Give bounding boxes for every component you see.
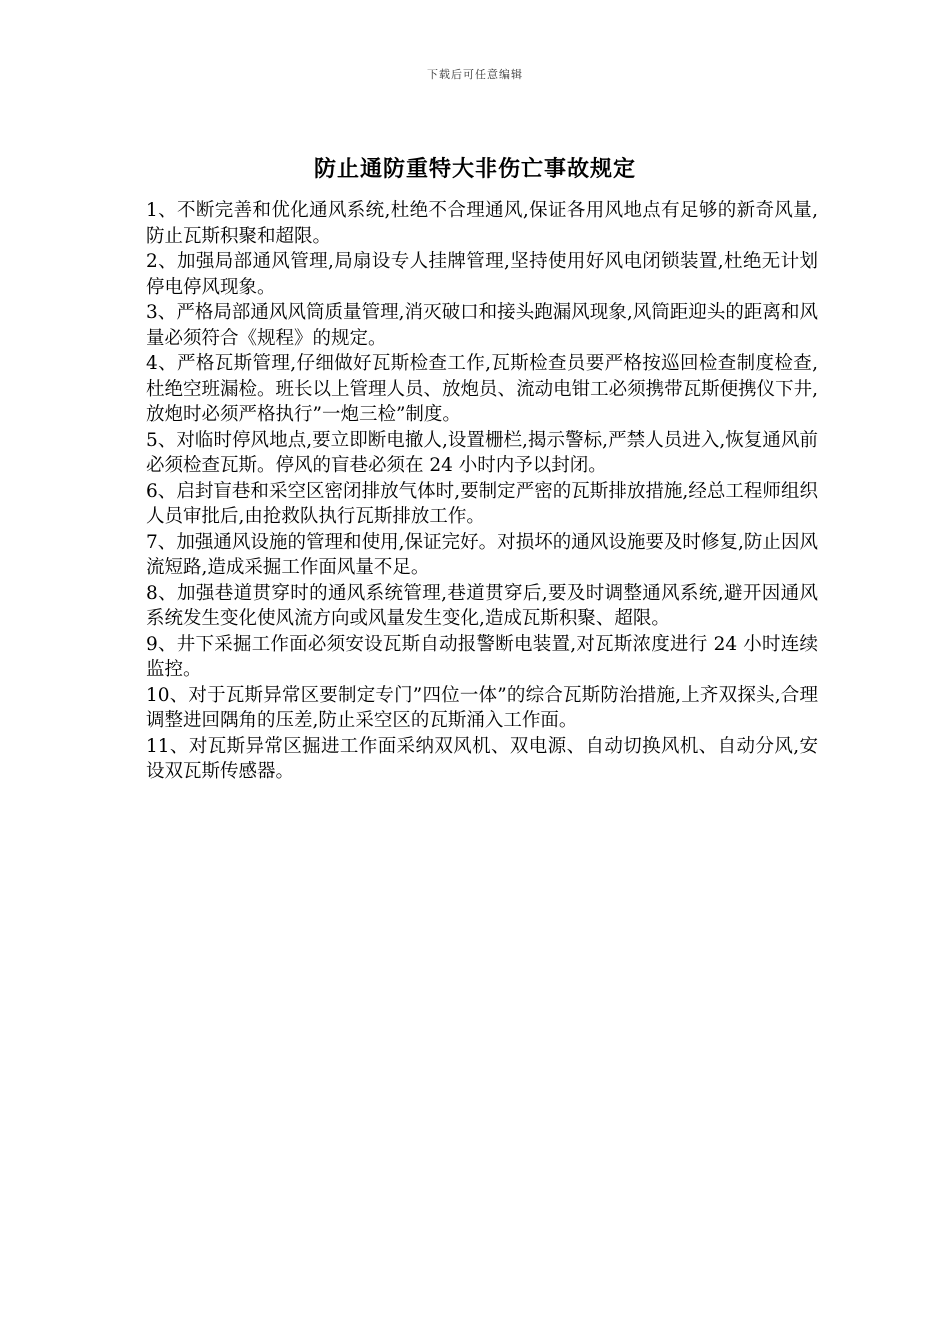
rule-item-11: 11、对瓦斯异常区掘进工作面采纳双风机、双电源、自动切换风机、自动分风,安设双瓦斯传感器。	[146, 735, 818, 782]
rules-list	[146, 198, 818, 785]
rule-item-3: 3、严格局部通风风筒质量管理,消灭破口和接头跑漏风现象,风筒距迎头的距离和风量必须符合《规程》的规定。	[146, 302, 818, 349]
rule-item-6: 6、启封盲巷和采空区密闭排放气体时,要制定严密的瓦斯排放措施,经总工程师组织人员审批后,由抢救队执行瓦斯排放工作。	[146, 480, 818, 527]
rule-item-2: 2、加强局部通风管理,局扇设专人挂牌管理,坚持使用好风电闭锁装置,杜绝无计划停电停风现象。	[146, 251, 818, 298]
rule-item-9: 9、井下采掘工作面必须安设瓦斯自动报警断电装置,对瓦斯浓度进行 24 小时连续监控。	[146, 633, 818, 680]
rule-item-8: 8、加强巷道贯穿时的通风系统管理,巷道贯穿后,要及时调整通风系统,避开因通风系统发生变化使风流方向或风量发生变化,造成瓦斯积聚、超限。	[146, 582, 818, 629]
rule-item-1: 1、不断完善和优化通风系统,杜绝不合理通风,保证各用风地点有足够的新奇风量,防止瓦斯积聚和超限。	[146, 200, 818, 247]
rule-item-7: 7、加强通风设施的管理和使用,保证完好。对损坏的通风设施要及时修复,防止因风流短路,造成采掘工作面风量不足。	[146, 531, 818, 578]
document-title: 防止通防重特大非伤亡事故规定	[313, 156, 636, 182]
page-header-note: 下载后可任意编辑	[427, 68, 523, 81]
rule-item-10: 10、对于瓦斯异常区要制定专门”四位一体”的综合瓦斯防治措施,上齐双探头,合理调整进回隅角的压差,防止采空区的瓦斯涌入工作面。	[146, 684, 818, 731]
rule-item-4: 4、严格瓦斯管理,仔细做好瓦斯检查工作,瓦斯检查员要严格按巡回检查制度检查,杜绝空班漏检。班长以上管理人员、放炮员、流动电钳工必须携带瓦斯便携仪下井,放炮时必须严格执行”一炮三检”制度。	[146, 353, 818, 425]
rule-item-5: 5、对临时停风地点,要立即断电撤人,设置栅栏,揭示警标,严禁人员进入,恢复通风前必须检查瓦斯。停风的盲巷必须在 24 小时内予以封闭。	[146, 429, 818, 476]
